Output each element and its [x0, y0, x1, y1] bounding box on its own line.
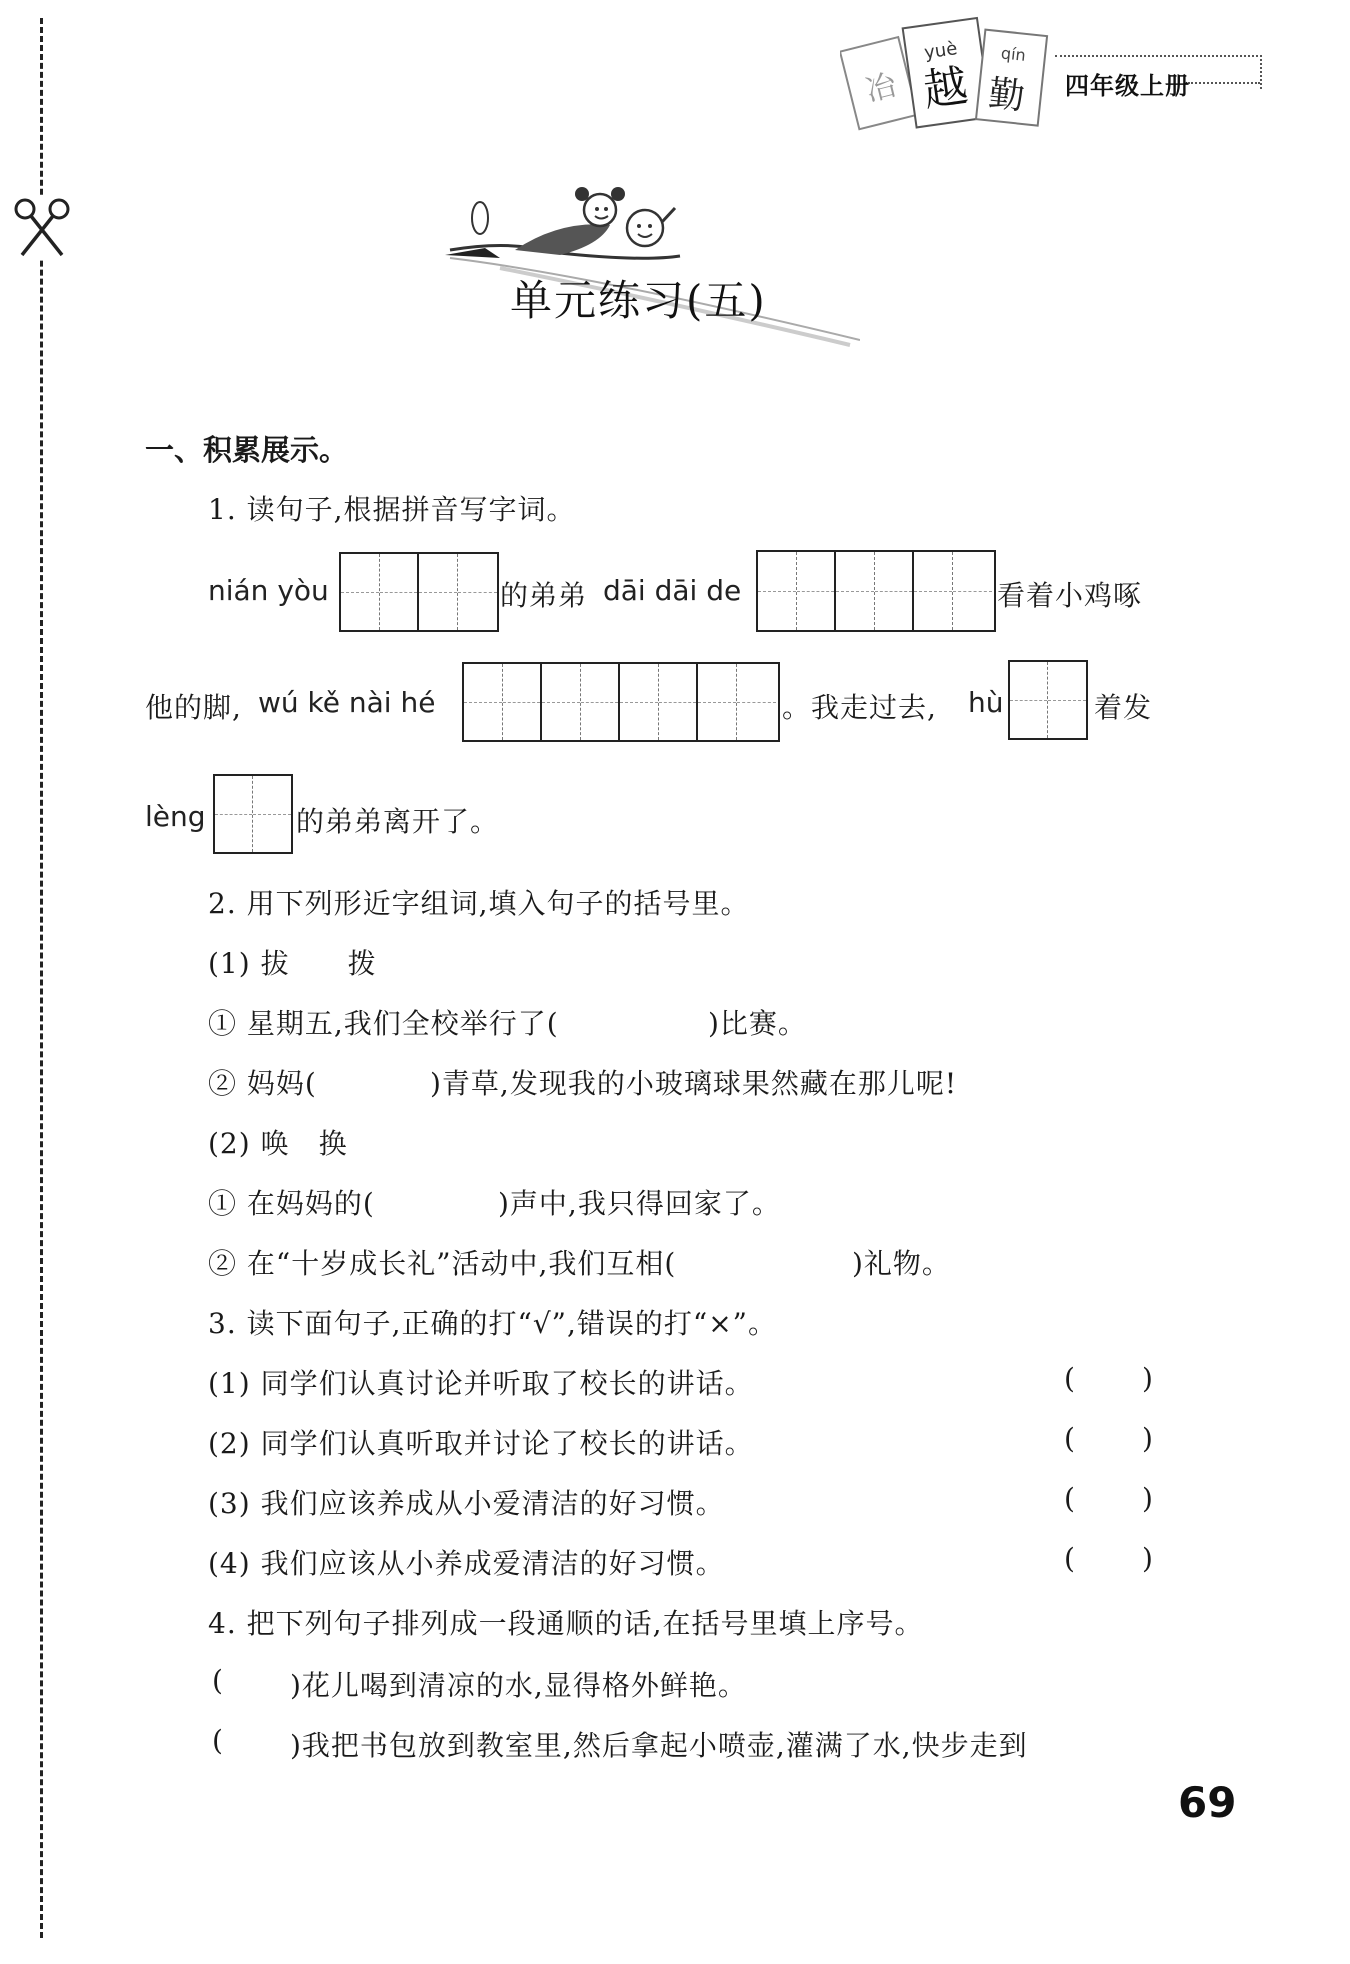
pinyin-nian-you: nián yòu — [208, 574, 329, 607]
q3-answer-1-close: ) — [1142, 1362, 1153, 1395]
q4-answer-2-open[interactable]: ( — [212, 1724, 223, 1757]
q3-answer-4-close: ) — [1142, 1542, 1153, 1575]
logo — [840, 8, 1060, 148]
q2-g1-s2-a: ② 妈妈( — [208, 1067, 317, 1100]
scissors-icon — [12, 195, 72, 259]
pinyin-dai-dai-de: dāi dāi de — [603, 574, 742, 607]
grade-label: 四年级上册 — [1065, 72, 1190, 100]
writing-grid-leng[interactable] — [213, 774, 293, 854]
pinyin-leng: lèng — [145, 800, 206, 833]
grade-tag-dots — [1188, 82, 1260, 84]
q1-text-6: 的弟弟离开了。 — [296, 805, 500, 838]
q4-item-1: )花儿喝到清凉的水,显得格外鲜艳。 — [290, 1669, 747, 1702]
q2-group1-label: (1) 拔 拨 — [208, 947, 377, 980]
q2-g1-s1-a: ① 星期五,我们全校举行了( — [208, 1007, 559, 1040]
q4-item-2: )我把书包放到教室里,然后拿起小喷壶,灌满了水,快步走到 — [290, 1729, 1028, 1762]
q3-answer-4-open[interactable]: ( — [1064, 1542, 1075, 1575]
q3-answer-2-close: ) — [1142, 1422, 1153, 1455]
q2-g2-s2-a: ② 在“十岁成长礼”活动中,我们互相( — [208, 1247, 677, 1280]
svg-text:冶: 冶 — [862, 67, 900, 109]
q3-item-1: (1) 同学们认真讨论并听取了校长的讲话。 — [208, 1367, 754, 1400]
page-number: 69 — [1178, 1778, 1237, 1827]
q3-answer-1-open[interactable]: ( — [1064, 1362, 1075, 1395]
q3-answer-3-open[interactable]: ( — [1064, 1482, 1075, 1515]
q3-item-4: (4) 我们应该从小养成爱清洁的好习惯。 — [208, 1547, 725, 1580]
cut-line — [40, 18, 43, 1938]
pinyin-hu: hù — [968, 686, 1004, 719]
pinyin-wu-ke-nai-he: wú kě nài hé — [258, 686, 436, 719]
q3-answer-3-close: ) — [1142, 1482, 1153, 1515]
q1-text-1: 的弟弟 — [500, 579, 588, 612]
svg-text:越: 越 — [920, 60, 971, 117]
svg-text:勤: 勤 — [986, 73, 1027, 118]
svg-text:qín: qín — [1000, 43, 1027, 65]
writing-grid-hu[interactable] — [1008, 660, 1088, 740]
q4-prompt: 4. 把下列句子排列成一段通顺的话,在括号里填上序号。 — [208, 1607, 924, 1640]
writing-grid-dai-dai-de[interactable] — [756, 550, 996, 632]
q1-text-4: 。我走过去, — [782, 691, 937, 724]
q2-g2-s2-b: )礼物。 — [852, 1247, 951, 1280]
q2-g1-s2-b: )青草,发现我的小玻璃球果然藏在那儿呢! — [430, 1067, 958, 1100]
q1-prompt: 1. 读句子,根据拼音写字词。 — [208, 493, 576, 526]
q3-answer-2-open[interactable]: ( — [1064, 1422, 1075, 1455]
q2-group2-label: (2) 唤 换 — [208, 1127, 348, 1160]
q2-g2-s1-b: )声中,我只得回家了。 — [498, 1187, 781, 1220]
q2-g1-s1-b: )比赛。 — [708, 1007, 807, 1040]
writing-grid-nian-you[interactable] — [339, 552, 499, 632]
q1-text-3: 他的脚, — [145, 691, 242, 724]
unit-title: 单元练习(五) — [510, 276, 767, 325]
q3-item-3: (3) 我们应该养成从小爱清洁的好习惯。 — [208, 1487, 725, 1520]
svg-text:yuè: yuè — [922, 38, 959, 64]
q1-text-5: 着发 — [1094, 691, 1153, 724]
writing-grid-wu-ke-nai-he[interactable] — [462, 662, 780, 742]
q3-prompt: 3. 读下面句子,正确的打“√”,错误的打“×”。 — [208, 1307, 777, 1340]
q4-answer-1-open[interactable]: ( — [212, 1664, 223, 1697]
q2-g2-s1-a: ① 在妈妈的( — [208, 1187, 375, 1220]
q2-prompt: 2. 用下列形近字组词,填入句子的括号里。 — [208, 887, 750, 920]
q3-item-2: (2) 同学们认真听取并讨论了校长的讲话。 — [208, 1427, 754, 1460]
section-heading: 一、积累展示。 — [145, 433, 349, 467]
q1-text-2: 看着小鸡啄 — [997, 579, 1143, 612]
